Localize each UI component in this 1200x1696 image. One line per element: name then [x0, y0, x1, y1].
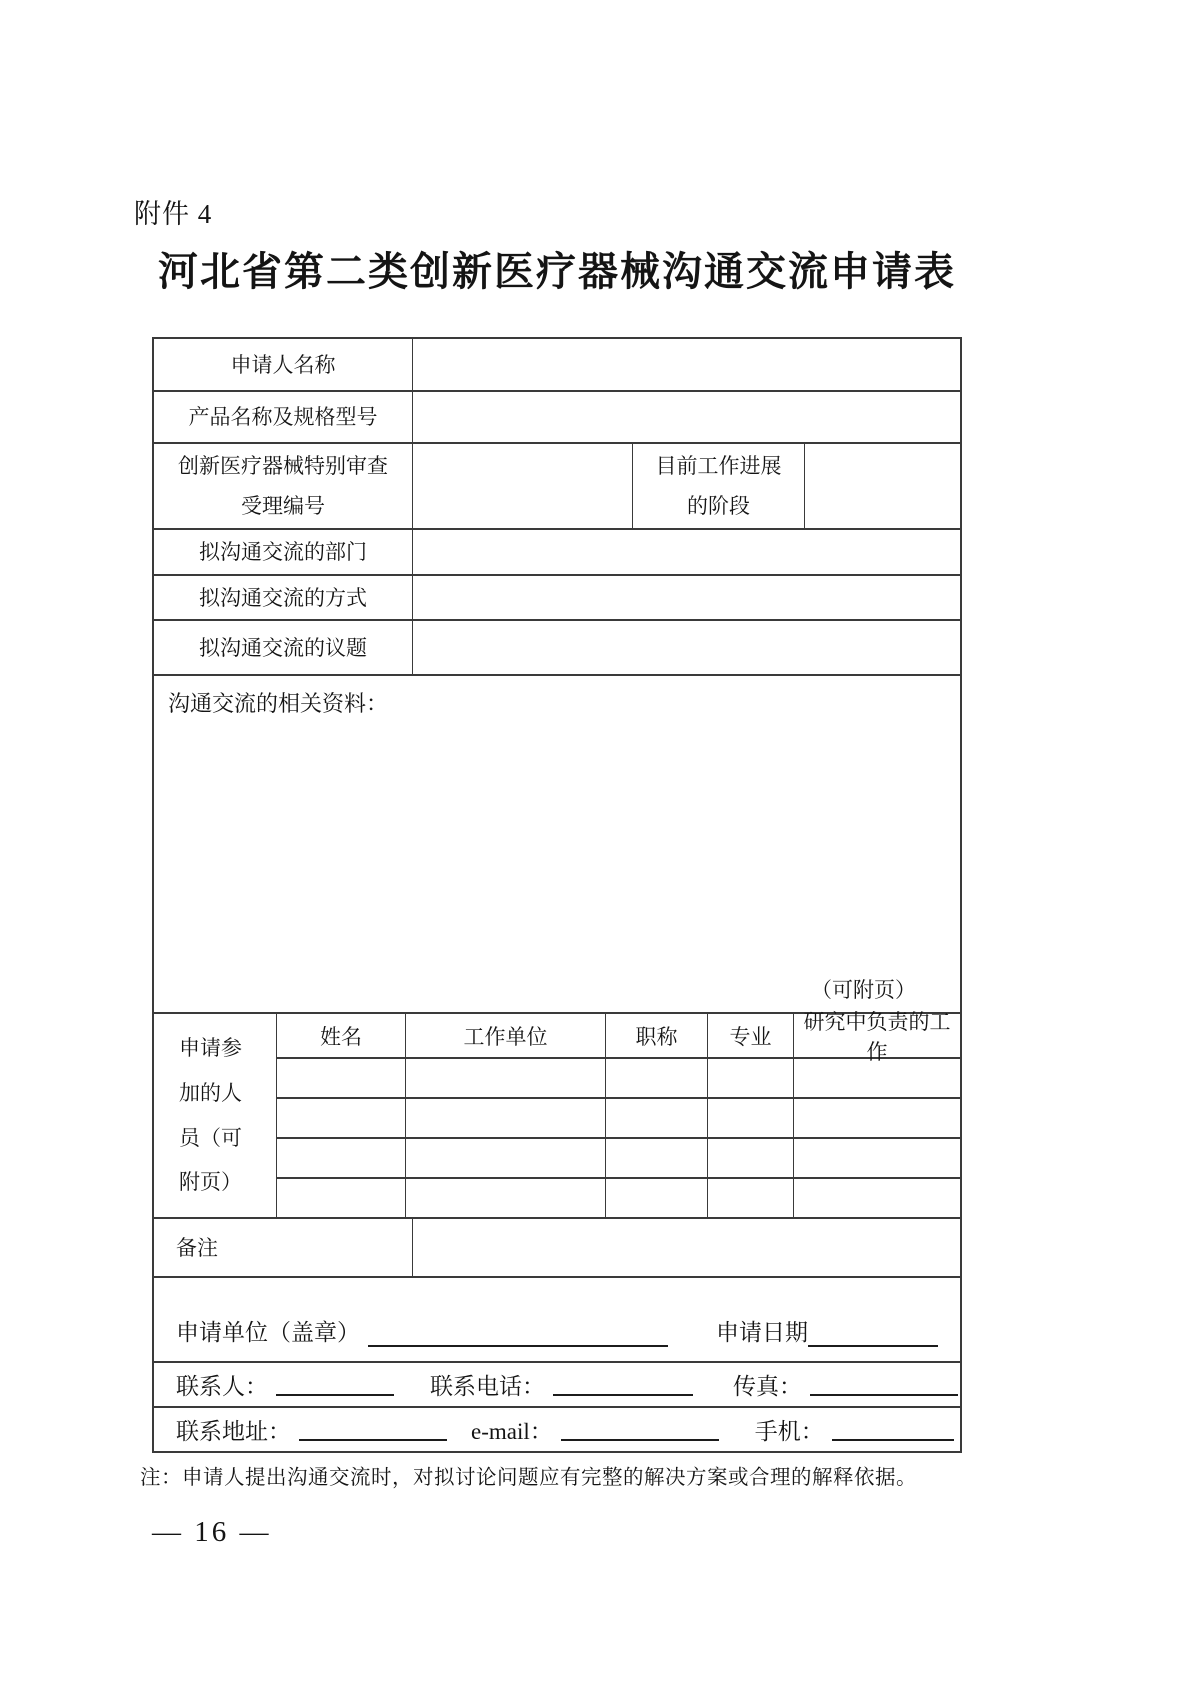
method-value-cell: [412, 576, 960, 619]
contact-address-label: 联系地址：: [176, 1419, 291, 1444]
review-number-label: [154, 444, 412, 528]
topics-label: 拟沟通交流的议题: [199, 635, 367, 660]
participant-cell-blank: [277, 1099, 405, 1137]
signature-date-blank-line: [808, 1325, 938, 1347]
contact-person-label: 联系人：: [176, 1374, 268, 1399]
participant-cell-blank: [793, 1099, 960, 1137]
participant-cell-blank: [405, 1139, 605, 1177]
participant-cell-blank: [405, 1099, 605, 1137]
contact-phone-blank-line: [553, 1374, 693, 1396]
participant-row: [277, 1137, 960, 1177]
participants-col-specialty: 专业: [707, 1014, 793, 1057]
applicant-name-row: [154, 339, 960, 390]
contact-mobile-label: 手机：: [754, 1419, 824, 1444]
participants-col-title: 职称: [605, 1014, 707, 1057]
progress-label-line2: 的阶段: [687, 494, 750, 518]
participant-cell-blank: [707, 1179, 793, 1217]
participants-group-label: 申请参加的人员（可附页）: [179, 1036, 242, 1195]
progress-label: [632, 444, 804, 528]
applicant-name-value-cell: [412, 339, 960, 390]
page-title: 河北省第二类创新医疗器械沟通交流申请表: [158, 249, 956, 294]
product-name-row: [154, 390, 960, 442]
remarks-value-cell: [412, 1219, 960, 1276]
participants-block: [154, 1009, 960, 1217]
participant-cell-blank: [277, 1139, 405, 1177]
contact-address-blank-line: [299, 1419, 447, 1441]
contact-fax-label: 传真：: [733, 1374, 802, 1399]
participants-grid: [277, 1009, 960, 1217]
topics-value-cell: [412, 621, 960, 674]
review-number-label-line2: 受理编号: [241, 494, 325, 518]
participant-cell-blank: [793, 1179, 960, 1217]
review-number-row: [154, 442, 960, 528]
materials-attach-note: （可附页）: [811, 978, 916, 1002]
product-name-label: 产品名称及规格型号: [188, 405, 378, 429]
product-name-value-cell: [412, 392, 960, 442]
participant-cell-blank: [405, 1179, 605, 1217]
participants-header-row: [277, 1009, 960, 1064]
remarks-label: 备注: [176, 1235, 218, 1260]
signature-unit-blank-line: [368, 1325, 668, 1347]
footnote: 注：申请人提出沟通交流时，对拟讨论问题应有完整的解决方案或合理的解释依据。: [140, 1467, 917, 1489]
participant-row: [277, 1057, 960, 1097]
signature-date-label: 申请日期: [716, 1320, 808, 1345]
participant-cell-blank: [707, 1099, 793, 1137]
participant-cell-blank: [793, 1059, 960, 1097]
participant-cell-blank: [605, 1059, 707, 1097]
method-row: [154, 574, 960, 619]
participant-cell-blank: [707, 1059, 793, 1097]
signature-unit-label: 申请单位（盖章）: [176, 1320, 360, 1345]
materials-label: 沟通交流的相关资料：: [168, 691, 389, 716]
application-form-table: [152, 337, 962, 1453]
applicant-name-label: 申请人名称: [230, 352, 336, 377]
contact-email-label: e-mail：: [471, 1419, 553, 1444]
participant-cell-blank: [405, 1059, 605, 1097]
participants-col-responsibility: 研究中负责的工作: [793, 1014, 960, 1057]
remarks-row: [154, 1217, 960, 1276]
signature-row: [154, 1276, 960, 1361]
participant-cell-blank: [605, 1139, 707, 1177]
contact-row-2: [154, 1406, 960, 1451]
participant-cell-blank: [707, 1139, 793, 1177]
attachment-label: 附件 4: [134, 199, 213, 229]
review-number-label-line1: 创新医疗器械特别审查: [178, 454, 388, 478]
participant-cell-blank: [605, 1099, 707, 1137]
participants-col-workunit: 工作单位: [405, 1014, 605, 1057]
participant-cell-blank: [605, 1179, 707, 1217]
contact-email-blank-line: [561, 1419, 719, 1441]
materials-cell: [154, 674, 960, 1012]
progress-label-line1: 目前工作进展: [655, 454, 782, 478]
department-value-cell: [412, 530, 960, 574]
contact-person-blank-line: [276, 1374, 394, 1396]
department-row: [154, 528, 960, 574]
participants-col-name: 姓名: [320, 1024, 362, 1049]
participant-cell-blank: [277, 1059, 405, 1097]
contact-row-1: [154, 1361, 960, 1406]
contact-fax-blank-line: [810, 1374, 958, 1396]
method-label: 拟沟通交流的方式: [199, 585, 367, 610]
progress-value-cell: [804, 444, 960, 528]
participant-cell-blank: [277, 1179, 405, 1217]
participant-cell-blank: [793, 1139, 960, 1177]
contact-mobile-blank-line: [832, 1419, 954, 1441]
review-number-value-cell: [412, 444, 632, 528]
page-number: — 16 —: [152, 1516, 272, 1548]
topics-row: [154, 619, 960, 674]
participant-row: [277, 1177, 960, 1217]
participant-row: [277, 1097, 960, 1137]
participants-group-label-cell: [154, 1014, 277, 1217]
department-label: 拟沟通交流的部门: [199, 540, 367, 564]
contact-phone-label: 联系电话：: [430, 1374, 545, 1399]
